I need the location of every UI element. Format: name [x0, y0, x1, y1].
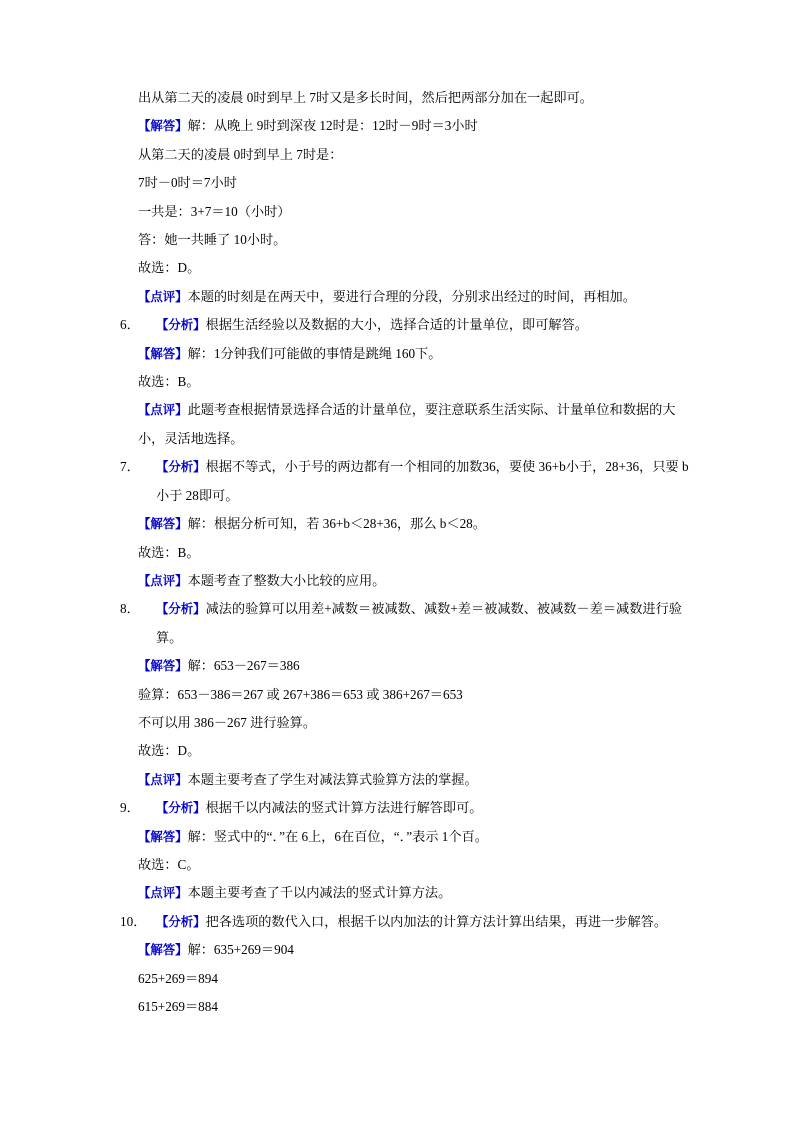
line-text: 减法的验算可以用差+减数＝被减数、减数+差＝被减数、被减数－差＝减数进行验算。: [156, 601, 682, 645]
comment-tag: 【点评】: [138, 289, 188, 304]
line-text: 解：根据分析可知，若 36+b＜28+36，那么 b＜28。: [187, 516, 486, 532]
text-line: [138, 652, 698, 680]
answer-tag: 【解答】: [138, 517, 188, 532]
line-text: 本题考查了整数大小比较的应用。: [187, 572, 386, 588]
line-text: 故选：B。: [138, 374, 200, 390]
text-line: [138, 368, 698, 396]
analysis-tag: 【分析】: [156, 602, 206, 617]
text-line: [138, 198, 698, 226]
line-text: 出从第二天的凌晨 0时到早上 7时又是多长时间，然后把两部分加在一起即可。: [138, 90, 593, 105]
text-line: [138, 169, 698, 197]
line-text: 本题主要考查了学生对减法算式验算方法的掌握。: [187, 771, 478, 787]
line-text: 故选：D。: [138, 260, 201, 276]
text-line: [138, 254, 698, 282]
line-text: 根据生活经验以及数据的大小，选择合适的计量单位，即可解答。: [205, 317, 588, 333]
text-line: [138, 936, 698, 964]
text-line: [156, 453, 698, 510]
item-body: [156, 908, 698, 936]
line-text: 解：1分钟我们可能做的事情是跳绳 160下。: [187, 345, 442, 361]
line-text: 本题主要考查了千以内减法的竖式计算方法。: [187, 885, 452, 901]
line-text: 615+269＝884: [138, 999, 218, 1014]
text-line: [138, 112, 698, 140]
text-line: [138, 539, 698, 567]
text-line: [138, 84, 698, 112]
line-text: 根据千以内减法的竖式计算方法进行解答即可。: [205, 800, 483, 816]
text-line: [138, 766, 698, 794]
analysis-tag: 【分析】: [156, 460, 206, 475]
line-text: 不可以用 386－267 进行验算。: [138, 714, 317, 730]
item-number: 7．: [120, 459, 140, 475]
item-body: [156, 794, 698, 822]
list-item: [120, 453, 698, 510]
line-text: 此题考查根据情景选择合适的计量单位，要注意联系生活实际、计量单位和数据的大小，灵活地选择。: [138, 402, 676, 446]
line-text: 解：653－267＝386: [187, 658, 300, 674]
text-line: [138, 283, 698, 311]
line-text: 7时－0时＝7小时: [138, 175, 237, 191]
line-text: 一共是：3+7＝10（小时）: [138, 203, 291, 219]
line-text: 验算：653－386＝267 或 267+386＝653 或 386+267＝653: [138, 686, 463, 702]
analysis-tag: 【分析】: [156, 914, 206, 929]
comment-tag: 【点评】: [138, 886, 188, 901]
text-line: [138, 823, 698, 851]
line-text: 把各选项的数代入口，根据千以内加法的计算方法计算出结果，再进一步解答。: [205, 913, 668, 929]
item-body: [156, 311, 698, 339]
line-text: 解：从晚上 9时到深夜 12时是：12时－9时＝3小时: [187, 118, 478, 134]
list-item: [120, 311, 698, 339]
analysis-tag: 【分析】: [156, 318, 206, 333]
list-item: [120, 908, 698, 936]
item-number: 10．: [120, 913, 147, 929]
line-text: 答：她一共睡了 10小时。: [138, 232, 287, 248]
text-line: [156, 794, 698, 822]
text-line: [138, 965, 698, 993]
analysis-tag: 【分析】: [156, 801, 206, 816]
item-number: 6．: [120, 317, 140, 333]
item-number: 8．: [120, 601, 140, 617]
answer-tag: 【解答】: [138, 119, 188, 134]
line-text: 从第二天的凌晨 0时到早上 7时是：: [138, 146, 343, 162]
text-line: [138, 396, 698, 453]
item-body: [156, 595, 698, 652]
text-line: [138, 879, 698, 907]
text-line: [138, 993, 698, 1021]
text-line: [156, 908, 698, 936]
answer-tag: 【解答】: [138, 346, 188, 361]
answer-tag: 【解答】: [138, 659, 188, 674]
list-item: [120, 794, 698, 822]
item-number: 9．: [120, 800, 140, 816]
document-body: [120, 84, 698, 1021]
line-text: 根据不等式，小于号的两边都有一个相同的加数36，要使 36+b小于，28+36，只要 b小于 28即可。: [156, 459, 689, 503]
line-text: 故选：C。: [138, 856, 200, 872]
text-line: [138, 141, 698, 169]
line-text: 解：635+269＝904: [187, 942, 294, 958]
answer-tag: 【解答】: [138, 943, 188, 958]
answer-tag: 【解答】: [138, 829, 188, 844]
text-line: [138, 709, 698, 737]
line-text: 625+269＝894: [138, 970, 218, 986]
comment-tag: 【点评】: [138, 403, 188, 418]
comment-tag: 【点评】: [138, 573, 188, 588]
text-line: [156, 595, 698, 652]
item-body: [156, 453, 698, 510]
text-line: [156, 311, 698, 339]
text-line: [138, 567, 698, 595]
line-text: 故选：B。: [138, 544, 200, 560]
text-line: [138, 340, 698, 368]
text-line: [138, 737, 698, 765]
comment-tag: 【点评】: [138, 772, 188, 787]
text-line: [138, 510, 698, 538]
line-text: 故选：D。: [138, 743, 201, 759]
list-item: [120, 595, 698, 652]
line-text: 解：竖式中的“．”在 6上，6在百位，“．”表示 1个百。: [187, 828, 488, 844]
text-line: [138, 226, 698, 254]
text-line: [138, 851, 698, 879]
line-text: 本题的时刻是在两天中，要进行合理的分段，分别求出经过的时间，再相加。: [187, 288, 636, 304]
text-line: [138, 681, 698, 709]
